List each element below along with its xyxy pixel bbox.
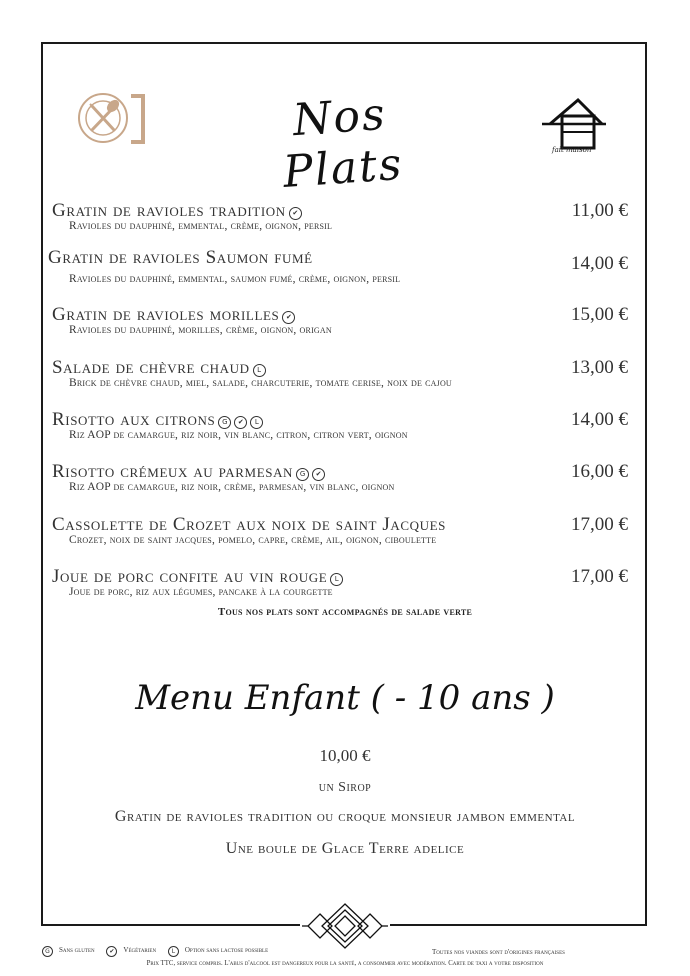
- lactose-free-icon: L: [253, 364, 266, 377]
- diamond-ornament-icon: [300, 902, 390, 950]
- vegetarian-leaf-icon: ✔: [289, 207, 302, 220]
- vegetarian-leaf-icon: ✔: [312, 468, 325, 481]
- house-label: fait maison: [552, 146, 592, 154]
- dish-name: Gratin de ravioles Saumon fumé: [48, 247, 313, 268]
- dish-item: [52, 461, 632, 493]
- meat-origin-note: Toutes nos viandes sont d'origines françaises: [432, 948, 565, 956]
- dish-name: Gratin de ravioles morilles: [52, 304, 280, 325]
- legend-lactose-label: Option sans lactose possible: [184, 946, 269, 954]
- kids-menu-title: Menu Enfant ( - 10 ans ): [135, 678, 555, 718]
- legal-notice: Prix TTC, service compris. L'abus d'alcool est dangereux pour la santé, a consommer avec modération. Carte de taxi a votre disposition: [146, 960, 544, 967]
- dish-price: 14,00 €: [571, 409, 628, 430]
- lactose-free-icon: L: [250, 416, 263, 429]
- gluten-free-icon: G: [42, 946, 53, 957]
- dish-item: [52, 304, 632, 336]
- vegetarian-leaf-icon: ✔: [106, 946, 117, 957]
- legend: [42, 946, 278, 957]
- dish-name: Cassolette de Crozet aux noix de saint Jacques: [52, 514, 447, 535]
- dish-price: 11,00 €: [571, 200, 628, 221]
- side-note: Tous nos plats sont accompagnés de salade verte: [217, 606, 473, 618]
- kids-menu-price: 10,00 €: [319, 746, 371, 765]
- dish-item: [52, 409, 632, 441]
- dish-price: 17,00 €: [571, 566, 628, 587]
- gluten-free-icon: G: [296, 468, 309, 481]
- dish-name: Salade de chèvre chaud: [52, 357, 250, 378]
- dish-description: Riz AOP de camargue, riz noir, vin blanc, citron, citron vert, oignon: [69, 429, 408, 441]
- dish-item: [52, 357, 632, 389]
- dish-name: Risotto crémeux au parmesan: [52, 461, 294, 482]
- dish-name: Gratin de ravioles tradition: [52, 200, 286, 221]
- dish-price: 13,00 €: [571, 357, 628, 378]
- dish-price: 17,00 €: [571, 514, 628, 535]
- kids-menu-dessert: Une boule de Glace Terre adelice: [225, 840, 465, 857]
- fork-spoon-plate-icon: [73, 90, 145, 146]
- dish-name: Risotto aux citrons: [52, 409, 216, 430]
- dish-description: Brick de chèvre chaud, miel, salade, charcuterie, tomate cerise, noix de cajou: [69, 377, 452, 389]
- lactose-free-icon: L: [168, 946, 179, 957]
- dish-item: [52, 514, 632, 546]
- kids-menu-drink: un Sirop: [318, 780, 372, 795]
- dish-item: [52, 200, 632, 232]
- dish-price: 16,00 €: [571, 461, 628, 482]
- dish-price: 14,00 €: [571, 253, 628, 274]
- kids-menu-main: Gratin de ravioles tradition ou croque monsieur jambon emmental: [114, 808, 576, 825]
- legend-veg-label: Végétarien: [123, 946, 157, 954]
- gluten-free-icon: G: [218, 416, 231, 429]
- dish-description: Ravioles du dauphiné, morilles, crème, oignon, origan: [69, 324, 332, 336]
- vegetarian-leaf-icon: ✔: [282, 311, 295, 324]
- legend-gluten-label: Sans gluten: [59, 946, 95, 954]
- lactose-free-icon: L: [330, 573, 343, 586]
- dish-item: [52, 566, 632, 598]
- dish-name: Joue de porc confite au vin rouge: [52, 566, 328, 587]
- vegetarian-leaf-icon: ✔: [234, 416, 247, 429]
- dish-description: Riz AOP de camargue, riz noir, crème, parmesan, vin blanc, oignon: [69, 481, 395, 493]
- dish-description: Ravioles du dauphiné, emmental, saumon fumé, crème, oignon, persil: [69, 273, 401, 285]
- page-title: Nos Plats: [281, 88, 405, 199]
- dish-price: 15,00 €: [571, 304, 628, 325]
- dish-description: Crozet, noix de saint jacques, pomelo, capre, crème, ail, oignon, ciboulette: [69, 534, 437, 546]
- dish-description: Ravioles du dauphiné, emmental, crème, oignon, persil: [69, 220, 333, 232]
- dish-item: [48, 247, 628, 285]
- dish-description: Joue de porc, riz aux légumes, pancake à la courgette: [69, 586, 333, 598]
